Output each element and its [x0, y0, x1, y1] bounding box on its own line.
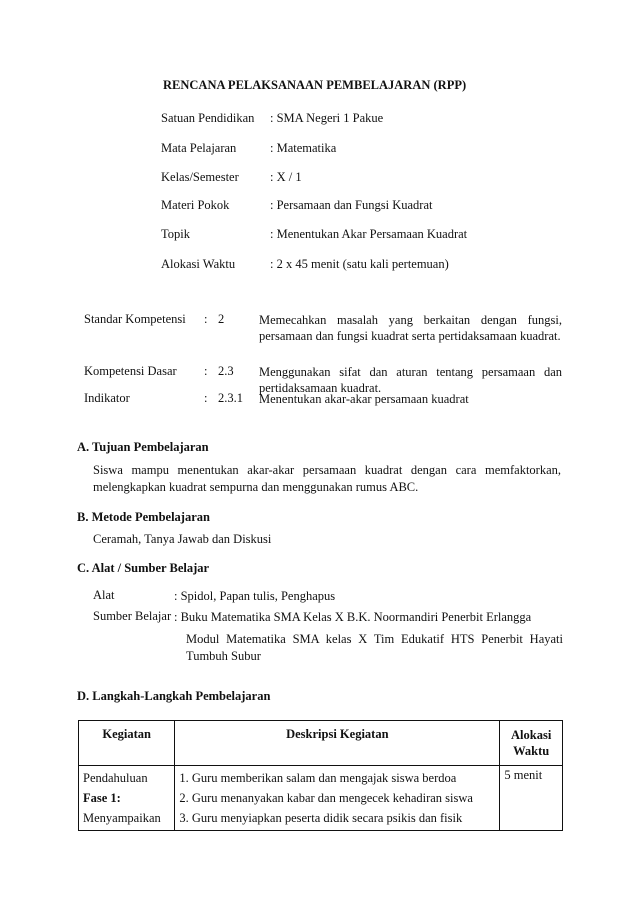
std-colon: : — [204, 312, 208, 326]
header-alokasi: Alokasi Waktu — [500, 721, 563, 766]
sumber-value-2: Modul Matematika SMA kelas X Tim Edukatif HTS Penerbit Hayati Tumbuh Subur — [186, 632, 563, 663]
header-kegiatan: Kegiatan — [79, 721, 175, 766]
meta-label: Alokasi Waktu — [161, 257, 236, 271]
list-item: 1. Guru memberikan salam dan mengajak siswa berdoa — [179, 771, 457, 785]
section-c-heading: C. Alat / Sumber Belajar — [77, 561, 210, 575]
section-d-heading: D. Langkah-Langkah Pembelajaran — [77, 689, 271, 703]
activity-line: Fase 1: — [83, 791, 121, 805]
sumber-value-1: : Buku Matematika SMA Kelas X B.K. Noormandiri Penerbit Erlangga — [174, 610, 532, 624]
steps-table-header — [79, 721, 563, 766]
meta-label: Materi Pokok — [161, 198, 230, 212]
table-row — [79, 766, 563, 831]
meta-value: : Persamaan dan Fungsi Kuadrat — [270, 198, 433, 212]
std-label: Standar Kompetensi — [84, 312, 186, 326]
section-a-text: Siswa mampu menentukan akar-akar persamaan kuadrat dengan cara memfaktorkan, melengkapkan kuadrat sempurna dan menggunakan rumus ABC. — [93, 463, 561, 494]
header-deskripsi: Deskripsi Kegiatan — [175, 721, 500, 766]
std-label: Indikator — [84, 391, 130, 405]
list-item: 2. Guru menanyakan kabar dan mengecek kehadiran siswa — [179, 791, 473, 805]
std-colon: : — [204, 391, 208, 405]
document-title: RENCANA PELAKSANAAN PEMBELAJARAN (RPP) — [163, 78, 467, 92]
meta-label: Satuan Pendidikan — [161, 111, 255, 125]
section-b-heading: B. Metode Pembelajaran — [77, 510, 210, 524]
description-cell — [175, 766, 500, 831]
std-colon: : — [204, 364, 208, 378]
alat-label: Alat — [93, 588, 115, 602]
meta-value: : X / 1 — [270, 170, 302, 184]
std-number: 2.3.1 — [218, 391, 243, 405]
meta-value: : 2 x 45 menit (satu kali pertemuan) — [270, 257, 449, 271]
std-label: Kompetensi Dasar — [84, 364, 177, 378]
std-number: 2 — [218, 312, 225, 326]
std-description: Menggunakan sifat dan aturan tentang persamaan dan pertidaksamaan kuadrat. — [259, 365, 562, 395]
activity-line: Menyampaikan — [83, 811, 161, 825]
activity-cell — [79, 766, 175, 831]
meta-value: : Menentukan Akar Persamaan Kuadrat — [270, 227, 468, 241]
std-description: Menentukan akar-akar persamaan kuadrat — [259, 392, 469, 406]
list-item: 3. Guru menyiapkan peserta didik secara psikis dan fisik — [179, 811, 463, 825]
section-a-heading: A. Tujuan Pembelajaran — [77, 440, 209, 454]
std-number: 2.3 — [218, 364, 234, 378]
meta-label: Kelas/Semester — [161, 170, 239, 184]
meta-value: : Matematika — [270, 141, 337, 155]
steps-table — [78, 720, 563, 831]
sumber-label: Sumber Belajar — [93, 609, 172, 623]
alat-value: : Spidol, Papan tulis, Penghapus — [174, 589, 336, 603]
time-cell: 5 menit — [500, 766, 563, 831]
meta-label: Mata Pelajaran — [161, 141, 237, 155]
section-b-text: Ceramah, Tanya Jawab dan Diskusi — [93, 532, 272, 546]
meta-value: : SMA Negeri 1 Pakue — [270, 111, 384, 125]
activity-line: Pendahuluan — [83, 771, 148, 785]
meta-label: Topik — [161, 227, 190, 241]
std-description: Memecahkan masalah yang berkaitan dengan fungsi, persamaan dan fungsi kuadrat serta pertidaksamaan kuadrat. — [259, 313, 562, 343]
